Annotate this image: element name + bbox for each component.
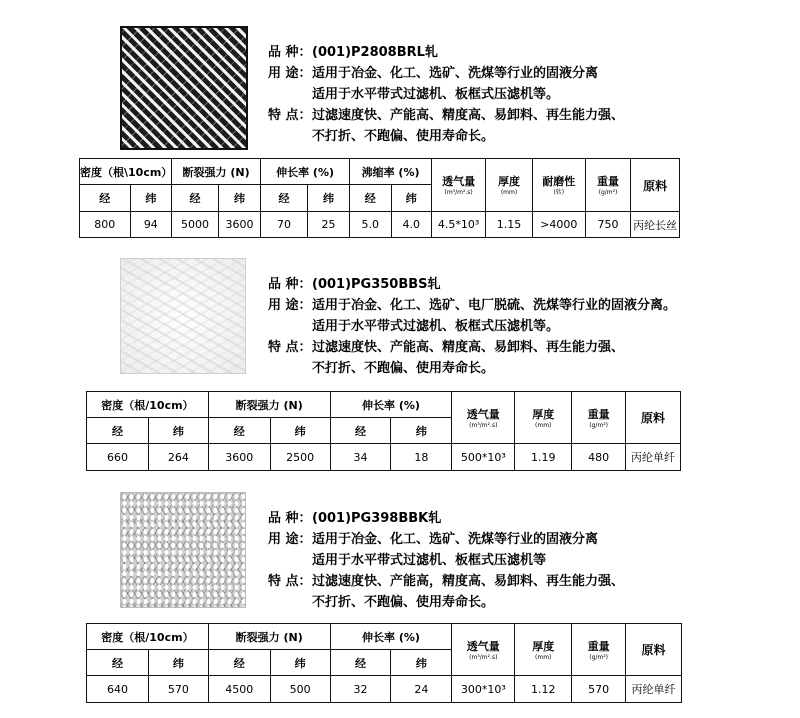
product-name: (001)PG398BBK轧 — [312, 511, 442, 526]
warp-header: 经 — [261, 185, 308, 212]
material-header: 原料 — [631, 159, 680, 212]
weft-header: 纬 — [391, 185, 432, 212]
features-text: 过滤速度快、产能高、精度高、易卸料、再生能力强、 — [312, 340, 625, 355]
warp-header: 经 — [350, 185, 391, 212]
permeability-header: 透气量 (m³/m².s) — [452, 624, 515, 676]
features-text: 不打折、不跑偏、使用寿命长。 — [312, 595, 495, 610]
features-text: 不打折、不跑偏、使用寿命长。 — [312, 129, 495, 144]
elongation-header: 伸长率 (%) — [330, 392, 452, 418]
table-cell: 4500 — [208, 676, 270, 703]
thickness-header: 厚度 (mm) — [486, 159, 533, 212]
fabric-swatch-image — [120, 492, 246, 608]
weft-header: 纬 — [307, 185, 349, 212]
spec-table — [79, 158, 680, 238]
variety-label: 品 种： — [268, 277, 312, 292]
fabric-swatch-image — [120, 26, 248, 150]
product-name: (001)P2808BRL轧 — [312, 45, 438, 60]
weft-header: 纬 — [130, 185, 172, 212]
table-row — [87, 676, 682, 703]
table-cell: 640 — [87, 676, 149, 703]
features-text: 过滤速度快、产能高，精度高、易卸料、再生能力强、 — [312, 574, 625, 589]
table-cell: 4.0 — [391, 212, 432, 238]
thickness-header: 厚度 (mm) — [515, 392, 572, 444]
table-cell: 丙纶长丝 — [631, 212, 680, 238]
product-name: (001)PG350BBS轧 — [312, 277, 441, 292]
usage-label: 用 途： — [268, 532, 312, 547]
features-label: 特 点： — [268, 574, 312, 589]
fabric-swatch-image — [120, 258, 246, 374]
usage-text: 适用于冶金、化工、选矿、电厂脱硫、洗煤等行业的固液分离。 — [312, 298, 677, 313]
abrasion-header: 耐磨性 (转) — [532, 159, 585, 212]
usage-text: 适用于水平带式过滤机、板框式压滤机等。 — [312, 87, 560, 102]
warp-header: 经 — [208, 418, 270, 444]
warp-header: 经 — [80, 185, 131, 212]
table-cell: 70 — [261, 212, 308, 238]
table-cell: 750 — [585, 212, 630, 238]
strength-header: 断裂强力 (N) — [172, 159, 261, 185]
shrinkage-header: 沸缩率 (%) — [350, 159, 432, 185]
features-label: 特 点： — [268, 340, 312, 355]
weft-header: 纬 — [148, 650, 208, 676]
spec-table — [86, 391, 681, 471]
table-cell: 480 — [572, 444, 626, 471]
table-cell: 25 — [307, 212, 349, 238]
product-spec — [268, 274, 676, 379]
table-cell: 丙纶单纤 — [626, 444, 681, 471]
permeability-header: 透气量 (m³/m².s) — [432, 159, 486, 212]
density-header: 密度（根/10cm） — [87, 624, 209, 650]
warp-header: 经 — [172, 185, 219, 212]
product-spec — [268, 42, 624, 147]
elongation-header: 伸长率 (%) — [261, 159, 350, 185]
usage-text: 适用于水平带式过滤机、板框式压滤机等 — [312, 553, 547, 568]
variety-label: 品 种： — [268, 45, 312, 60]
features-text: 不打折、不跑偏、使用寿命长。 — [312, 361, 495, 376]
table-cell: 32 — [330, 676, 391, 703]
table-cell: 570 — [148, 676, 208, 703]
weft-header: 纬 — [270, 650, 330, 676]
weft-header: 纬 — [270, 418, 330, 444]
usage-label: 用 途： — [268, 66, 312, 81]
table-cell: 500 — [270, 676, 330, 703]
variety-label: 品 种： — [268, 511, 312, 526]
table-cell: 1.15 — [486, 212, 533, 238]
usage-text: 适用于冶金、化工、选矿、洗煤等行业的固液分离 — [312, 532, 599, 547]
table-cell: 3600 — [208, 444, 270, 471]
table-cell: 18 — [391, 444, 452, 471]
strength-header: 断裂强力 (N) — [208, 624, 330, 650]
table-cell: 5.0 — [350, 212, 391, 238]
warp-header: 经 — [208, 650, 270, 676]
elongation-header: 伸长率 (%) — [330, 624, 452, 650]
weft-header: 纬 — [218, 185, 260, 212]
features-text: 过滤速度快、产能高、精度高、易卸料、再生能力强、 — [312, 108, 625, 123]
product-spec — [268, 508, 624, 613]
table-cell: 4.5*10³ — [432, 212, 486, 238]
weight-header: 重量 (g/m²) — [572, 392, 626, 444]
table-cell: 660 — [87, 444, 149, 471]
table-cell: 800 — [80, 212, 131, 238]
table-cell: 5000 — [172, 212, 219, 238]
permeability-header: 透气量 (m³/m².s) — [452, 392, 515, 444]
table-cell: 丙纶单纤 — [626, 676, 682, 703]
density-header: 密度（根\10cm） — [80, 159, 172, 185]
table-cell: 300*10³ — [452, 676, 515, 703]
table-cell: 24 — [391, 676, 452, 703]
table-cell: 34 — [330, 444, 391, 471]
table-cell: 500*10³ — [452, 444, 515, 471]
usage-text: 适用于水平带式过滤机、板框式压滤机等。 — [312, 319, 560, 334]
table-row — [80, 212, 680, 238]
table-cell: 94 — [130, 212, 172, 238]
warp-header: 经 — [330, 418, 391, 444]
strength-header: 断裂强力 (N) — [208, 392, 330, 418]
table-cell: 570 — [572, 676, 626, 703]
weight-header: 重量 (g/m²) — [585, 159, 630, 212]
weft-header: 纬 — [148, 418, 208, 444]
material-header: 原料 — [626, 392, 681, 444]
warp-header: 经 — [87, 418, 149, 444]
table-cell: 2500 — [270, 444, 330, 471]
table-row — [87, 444, 681, 471]
material-header: 原料 — [626, 624, 682, 676]
weft-header: 纬 — [391, 650, 452, 676]
table-cell: 264 — [148, 444, 208, 471]
density-header: 密度（根/10cm） — [87, 392, 209, 418]
table-cell: >4000 — [532, 212, 585, 238]
warp-header: 经 — [87, 650, 149, 676]
usage-text: 适用于冶金、化工、选矿、洗煤等行业的固液分离 — [312, 66, 599, 81]
thickness-header: 厚度 (mm) — [515, 624, 572, 676]
usage-label: 用 途： — [268, 298, 312, 313]
warp-header: 经 — [330, 650, 391, 676]
table-cell: 1.12 — [515, 676, 572, 703]
spec-table — [86, 623, 682, 703]
features-label: 特 点： — [268, 108, 312, 123]
weight-header: 重量 (g/m²) — [572, 624, 626, 676]
weft-header: 纬 — [391, 418, 452, 444]
table-cell: 1.19 — [515, 444, 572, 471]
table-cell: 3600 — [218, 212, 260, 238]
